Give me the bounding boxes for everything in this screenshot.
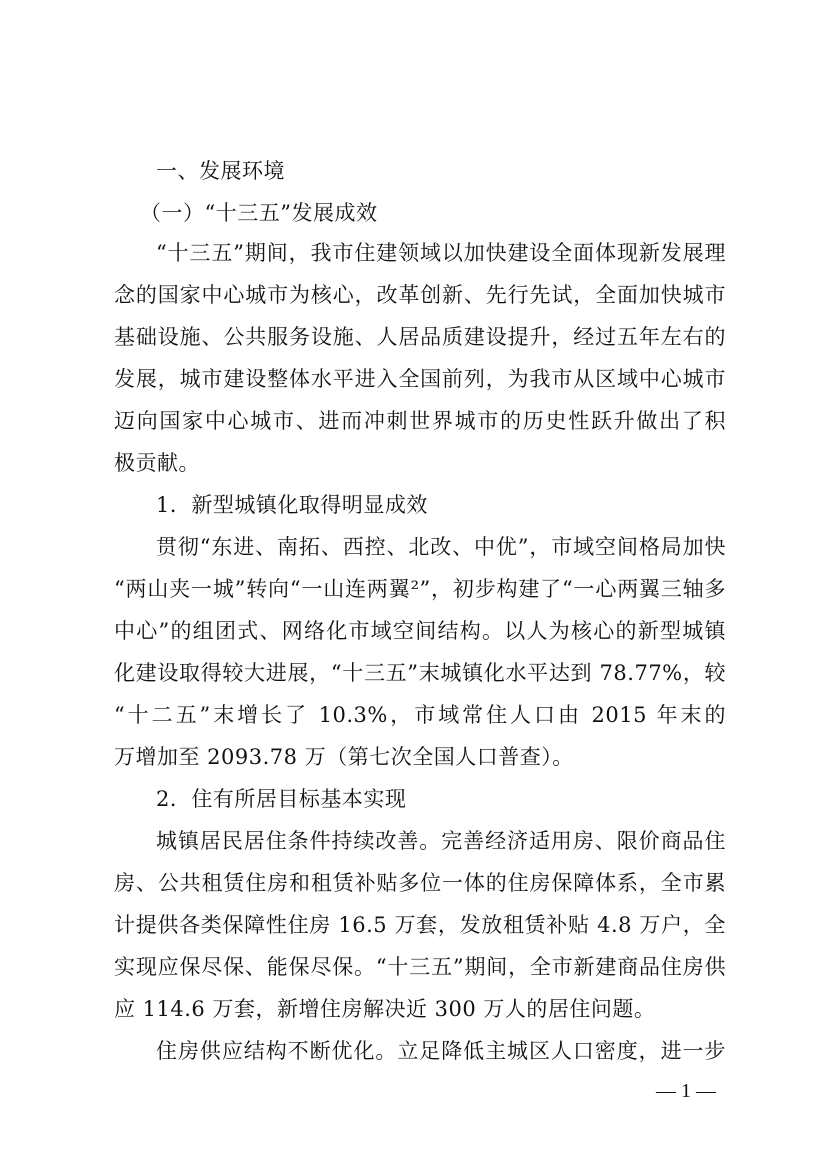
paragraph-line: 贯彻“东进、南拓、西控、北改、中优”，市域空间格局加快: [156, 535, 726, 559]
paragraph-line: 住房供应结构不断优化。立足降低主城区人口密度，进一步: [156, 1039, 726, 1063]
paragraph-line: 迈向国家中心城市、进而冲刺世界城市的历史性跃升做出了积: [114, 409, 726, 433]
paragraph-line: 中心”的组团式、网络化市域空间结构。以人为核心的新型城镇: [114, 619, 726, 643]
numbered-heading: 2．住有所居目标基本实现: [156, 787, 407, 811]
numbered-heading: 1．新型城镇化取得明显成效: [156, 493, 428, 517]
paragraph-line: “两山夹一城”转向“一山连两翼²”，初步构建了“一心两翼三轴多: [114, 577, 726, 601]
paragraph-line: 城镇居民居住条件持续改善。完善经济适用房、限价商品住: [156, 829, 726, 853]
paragraph-line: 房、公共租赁住房和租赁补贴多位一体的住房保障体系，全市累: [114, 871, 726, 895]
page-number: — 1 —: [656, 1080, 716, 1102]
paragraph-line: 万增加至 2093.78 万（第七次全国人口普查）。: [114, 745, 574, 769]
paragraph-line: “十二五”末增长了 10.3%，市域常住人口由 2015 年末的: [114, 703, 726, 727]
paragraph-line: 基础设施、公共服务设施、人居品质建设提升，经过五年左右的: [114, 325, 726, 349]
paragraph-line: 化建设取得较大进展，“十三五”末城镇化水平达到 78.77%，较: [114, 661, 726, 685]
paragraph-line: 应 114.6 万套，新增住房解决近 300 万人的居住问题。: [114, 997, 656, 1021]
paragraph-line: 计提供各类保障性住房 16.5 万套，发放租赁补贴 4.8 万户，全: [114, 913, 726, 937]
paragraph-line: 极贡献。: [114, 451, 200, 475]
section-heading: 一、发展环境: [156, 159, 285, 183]
paragraph-line: 实现应保尽保、能保尽保。“十三五”期间，全市新建商品住房供: [114, 955, 726, 979]
paragraph-line: “十三五”期间，我市住建领域以加快建设全面体现新发展理: [156, 241, 726, 265]
paragraph-line: 发展，城市建设整体水平进入全国前列，为我市从区域中心城市: [114, 367, 726, 391]
paragraph-line: 念的国家中心城市为核心，改革创新、先行先试，全面加快城市: [114, 283, 726, 307]
subsection-heading: （一）“十三五”发展成效: [140, 201, 378, 225]
